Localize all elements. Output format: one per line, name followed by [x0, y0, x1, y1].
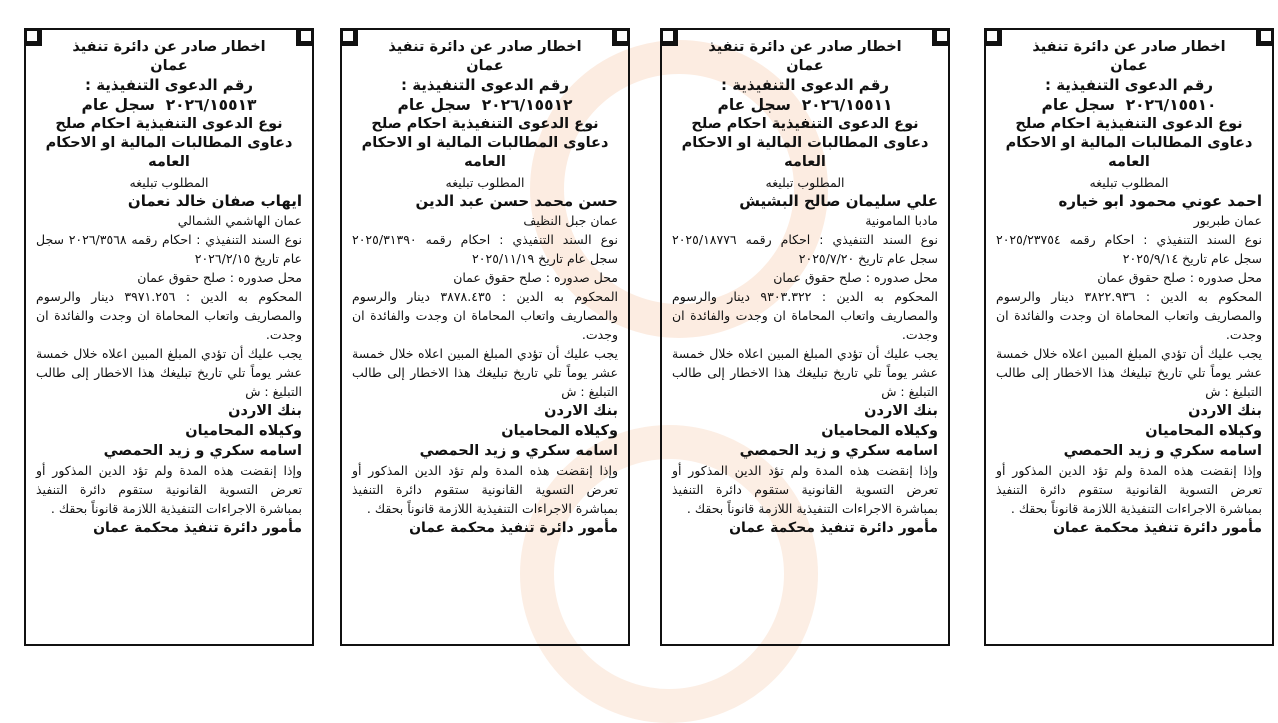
notice-footer: مأمور دائرة تنفيذ محكمة عمان — [409, 520, 618, 536]
case-number: ٢٠٢٦/١٥٥١٣ — [165, 96, 257, 114]
creditor-bank: بنك الاردن — [864, 403, 938, 419]
lawyers-names: اسامه سكري و زيد الحمصي — [103, 443, 302, 459]
warning-text: وإذا إنقضت هذه المدة ولم تؤد الدين المذكور أو تعرض التسوية القانونية ستقوم دائرة التنفيذ بمباشرة الاجراءات التنفيذية اللازمة قانوناً بحقك . — [352, 463, 618, 516]
debtor-address: عمان جبل النظيف — [523, 213, 618, 228]
notice-city: عمان — [466, 58, 504, 74]
notice-footer: مأمور دائرة تنفيذ محكمة عمان — [93, 520, 302, 536]
payment-notice: يجب عليك أن تؤدي المبلغ المبين اعلاه خلال خمسة عشر يوماً تلي تاريخ تبليغك هذا الاخطار إلى طالب التبليغ : ش — [352, 346, 618, 399]
notice-city: عمان — [150, 58, 188, 74]
notice-city: عمان — [786, 58, 824, 74]
document-type: نوع السند التنفيذي : احكام رقمه ٢٠٢٦/٣٥٦٨ سجل عام تاريخ ٢٠٢٦/٢/١٥ — [36, 232, 302, 266]
creditor-bank: بنك الاردن — [1188, 403, 1262, 419]
case-number-line — [996, 95, 1262, 115]
case-register: سجل عام — [1041, 96, 1115, 114]
notice-heading: اخطار صادر عن دائرة تنفيذ — [72, 39, 266, 55]
debtor-address: عمان الهاشمي الشمالي — [177, 213, 302, 228]
payment-notice: يجب عليك أن تؤدي المبلغ المبين اعلاه خلال خمسة عشر يوماً تلي تاريخ تبليغك هذا الاخطار إلى طالب التبليغ : ش — [672, 346, 938, 399]
creditor-bank: بنك الاردن — [544, 403, 618, 419]
case-register: سجل عام — [717, 96, 791, 114]
corner-ornament-icon — [612, 28, 630, 46]
notice-heading: اخطار صادر عن دائرة تنفيذ — [1032, 39, 1226, 55]
lawyers-names: اسامه سكري و زيد الحمصي — [419, 443, 618, 459]
notice-footer: مأمور دائرة تنفيذ محكمة عمان — [729, 520, 938, 536]
debtor-address: مادبا المامونية — [865, 213, 938, 228]
case-type: نوع الدعوى التنفيذية احكام صلح دعاوى المطالبات المالية او الاحكام العامه — [681, 116, 929, 170]
issue-place: محل صدوره : صلح حقوق عمان — [773, 270, 938, 285]
debt-amount: المحكوم به الدين : ٣٩٧١.٢٥٦ دينار والرسوم والمصاريف واتعاب المحاماة ان وجدت والفائدة ان وجدت. — [36, 289, 302, 342]
case-number-line — [672, 95, 938, 115]
notice-card-2 — [660, 28, 950, 646]
debtor-name: حسن محمد حسن عبد الدين — [415, 192, 618, 210]
notice-heading: اخطار صادر عن دائرة تنفيذ — [388, 39, 582, 55]
case-type: نوع الدعوى التنفيذية احكام صلح دعاوى المطالبات المالية او الاحكام العامه — [1005, 116, 1253, 170]
debt-amount: المحكوم به الدين : ٣٨٧٨.٤٣٥ دينار والرسوم والمصاريف واتعاب المحاماة ان وجدت والفائدة ان وجدت. — [352, 289, 618, 342]
debtor-address: عمان طبربور — [1193, 213, 1262, 228]
payment-notice: يجب عليك أن تؤدي المبلغ المبين اعلاه خلال خمسة عشر يوماً تلي تاريخ تبليغك هذا الاخطار إلى طالب التبليغ : ش — [996, 346, 1262, 399]
corner-ornament-icon — [24, 28, 42, 46]
case-number-label: رقم الدعوى التنفيذية : — [400, 76, 570, 94]
debt-amount: المحكوم به الدين : ٩٣٠٣.٣٢٢ دينار والرسوم والمصاريف واتعاب المحاماة ان وجدت والفائدة ان وجدت. — [672, 289, 938, 342]
case-number: ٢٠٢٦/١٥٥١٠ — [1125, 96, 1217, 114]
required-label: المطلوب تبليغه — [1089, 175, 1169, 190]
notice-card-4 — [24, 28, 314, 646]
creditor-bank: بنك الاردن — [228, 403, 302, 419]
agents-label: وكيلاه المحاميان — [1145, 423, 1262, 439]
corner-ornament-icon — [932, 28, 950, 46]
issue-place: محل صدوره : صلح حقوق عمان — [1097, 270, 1262, 285]
notice-city: عمان — [1110, 58, 1148, 74]
required-label: المطلوب تبليغه — [765, 175, 845, 190]
lawyers-names: اسامه سكري و زيد الحمصي — [1063, 443, 1262, 459]
case-type: نوع الدعوى التنفيذية احكام صلح دعاوى المطالبات المالية او الاحكام العامه — [45, 116, 293, 170]
corner-ornament-icon — [1256, 28, 1274, 46]
notice-card-1 — [984, 28, 1274, 646]
agents-label: وكيلاه المحاميان — [185, 423, 302, 439]
corner-ornament-icon — [660, 28, 678, 46]
corner-ornament-icon — [984, 28, 1002, 46]
issue-place: محل صدوره : صلح حقوق عمان — [137, 270, 302, 285]
payment-notice: يجب عليك أن تؤدي المبلغ المبين اعلاه خلال خمسة عشر يوماً تلي تاريخ تبليغك هذا الاخطار إلى طالب التبليغ : ش — [36, 346, 302, 399]
notice-heading: اخطار صادر عن دائرة تنفيذ — [708, 39, 902, 55]
case-number-line — [36, 95, 302, 115]
agents-label: وكيلاه المحاميان — [501, 423, 618, 439]
debtor-name: ايهاب صفان خالد نعمان — [127, 192, 302, 210]
case-number-line — [352, 95, 618, 115]
corner-ornament-icon — [296, 28, 314, 46]
lawyers-names: اسامه سكري و زيد الحمصي — [739, 443, 938, 459]
required-label: المطلوب تبليغه — [445, 175, 525, 190]
required-label: المطلوب تبليغه — [129, 175, 209, 190]
case-number-label: رقم الدعوى التنفيذية : — [720, 76, 890, 94]
corner-ornament-icon — [340, 28, 358, 46]
case-number-label: رقم الدعوى التنفيذية : — [84, 76, 254, 94]
debtor-name: احمد عوني محمود ابو خياره — [1058, 192, 1262, 210]
warning-text: وإذا إنقضت هذه المدة ولم تؤد الدين المذكور أو تعرض التسوية القانونية ستقوم دائرة التنفيذ بمباشرة الاجراءات التنفيذية اللازمة قانوناً بحقك . — [996, 463, 1262, 516]
agents-label: وكيلاه المحاميان — [821, 423, 938, 439]
case-register: سجل عام — [81, 96, 155, 114]
case-number-label: رقم الدعوى التنفيذية : — [1044, 76, 1214, 94]
warning-text: وإذا إنقضت هذه المدة ولم تؤد الدين المذكور أو تعرض التسوية القانونية ستقوم دائرة التنفيذ بمباشرة الاجراءات التنفيذية اللازمة قانوناً بحقك . — [36, 463, 302, 516]
issue-place: محل صدوره : صلح حقوق عمان — [453, 270, 618, 285]
case-number: ٢٠٢٦/١٥٥١١ — [801, 96, 893, 114]
document-type: نوع السند التنفيذي : احكام رقمه ٢٠٢٥/١٨٧٧٦ سجل عام تاريخ ٢٠٢٥/٧/٢٠ — [672, 232, 938, 266]
case-register: سجل عام — [397, 96, 471, 114]
document-type: نوع السند التنفيذي : احكام رقمه ٢٠٢٥/٢٣٧٥٤ سجل عام تاريخ ٢٠٢٥/٩/١٤ — [996, 232, 1262, 266]
notice-card-3 — [340, 28, 630, 646]
document-type: نوع السند التنفيذي : احكام رقمه ٢٠٢٥/٣١٣٩٠ سجل عام تاريخ ٢٠٢٥/١١/١٩ — [352, 232, 618, 266]
debt-amount: المحكوم به الدين : ٣٨٢٢.٩٣٦ دينار والرسوم والمصاريف واتعاب المحاماة ان وجدت والفائدة ان وجدت. — [996, 289, 1262, 342]
case-number: ٢٠٢٦/١٥٥١٢ — [481, 96, 573, 114]
debtor-name: علي سليمان صالح البشيش — [739, 192, 938, 210]
case-type: نوع الدعوى التنفيذية احكام صلح دعاوى المطالبات المالية او الاحكام العامه — [361, 116, 609, 170]
notice-footer: مأمور دائرة تنفيذ محكمة عمان — [1053, 520, 1262, 536]
warning-text: وإذا إنقضت هذه المدة ولم تؤد الدين المذكور أو تعرض التسوية القانونية ستقوم دائرة التنفيذ بمباشرة الاجراءات التنفيذية اللازمة قانوناً بحقك . — [672, 463, 938, 516]
